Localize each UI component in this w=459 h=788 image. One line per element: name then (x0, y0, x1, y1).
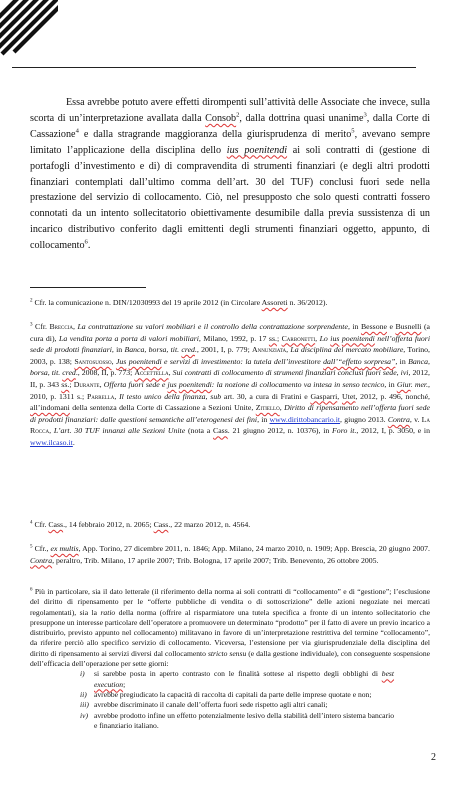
footnote-ref-3[interactable]: 3 (363, 111, 367, 119)
footnote-ref-2[interactable]: 2 (236, 111, 240, 119)
footnote-6-item-iii: iii) avrebbe discriminato il canale dell’offerta fuori sede rispetto agli altri canali; (80, 700, 328, 710)
footnote-4: $^4$ Cfr. Cass., 14 febbraio 2012, n. 2065; Cass., 22 marzo 2012, n. 4564. (30, 519, 251, 529)
diagonal-stripes-logo-icon (0, 0, 58, 60)
footnote-3: $^3$ Cfr. Breccia, La contrattazione su valori mobiliari e il controllo della contrattazione sorprendente, in Bessone e Busnelli (a cura di), La vendita porta a porta di valori mobiliari, Milano, 1992, p. 17 ss.; Carbonetti, Lo ius poenitendi nell’offerta fuori sede di prodotti finanziari, in Banca, borsa, tit. cred., 2001, I, p. 779; Annunziata, La disciplina del mercato mobiliare, Torino, 2003, p. 138; Santosuosso, Jus poenitendi e servizi di investimento: la tutela dell’investitore dall’“effetto sorpresa”, in Banca, borsa, tit. cred., 2008, II, p. 773; Accettella, Sui contratti di collocamento di strumenti finanziari conclusi fuori sede, ivi, 2012, II, p. 343 ss.; Durante, Offerta fuori sede e jus poenitendi: la nozione di collocamento va intesa in senso tecnico, in Giur. mer., 2010, p. 1311 s.; Parrella, Il testo unico della finanza, sub art. 30, a cura di Fratini e Gasparri, Utet, 2012, p. 496, nonché, all’indomani della sentenza della Corte di Cassazione a Sezioni Unite, Zitiello, Diritto di ripensamento nell’offerta fuori sede di prodotti finanziari: dalle questioni semantiche all’eterogenesi dei fini, in www.dirittobancario.it, giugno 2013. Contra, v. La Rocca, L’art. 30 TUF innanzi alle Sezioni Unite (nota a Cass. 21 giugno 2012, n. 10376), in Foro it., 2012, I, p. 3050, e in www.ilcaso.it. (30, 321, 431, 447)
header-rule (12, 67, 416, 68)
link-dirittobancario[interactable]: www.dirittobancario.it (269, 414, 341, 424)
footnote-6: $^6$ Più in particolare, sia il dato letterale (il riferimento della norma ai soli contratti di “collocamento” e di “gestione”; l’esclusione del diritto di ripensamento per le “offerte pubbliche di vendita o di sottoscrizione” delle azioni negoziate nei mercati regolamentati), sia la ratio della norma (offrire al risparmiatore una tutela specifica a fronte di un intento sollecitatorio che presuppone un interesse particolare dell’operatore a promuovere un determinato “prodotto” per il fatto di avere un previo incarico a distribuirlo, previsto appunto nel collocamento) militavano in favore di un’interpretazione restrittiva del termine “collocamento”, da riferire perciò allo specifico servizio di collocamento. Viceversa, l’estensione per via giurisprudenziale della disciplina del diritto di ripensamento ai servizi diversi dal collocamento stricto sensu (e dalla gestione individuale), con conseguente sospensione dell’efficacia dell’operazione per sette giorni: i) si sarebbe posta in aperto contrasto con le finalità sottese al rispetto degli obblighi di best execution; ii) avrebbe pregiudicato la capacità di raccolta di capitali da parte delle imprese quotate e non; iii) avrebbe discriminato il canale dell’offerta fuori sede rispetto agli altri canali; iv) avrebbe prodotto infine un effetto potenzialmente lesivo della stabilità dell’intero sistema bancario e finanziario italiano. (30, 587, 431, 730)
footnote-6-item-i: i) si sarebbe posta in aperto contrasto con le finalità sottese al rispetto degli obblighi di best execution; (80, 669, 394, 689)
link-ilcaso[interactable]: www.ilcaso.it (30, 437, 73, 447)
body-text (30, 95, 430, 254)
footnote-ref-5[interactable]: 5 (351, 127, 355, 135)
footnote-ref-4[interactable]: 4 (75, 127, 79, 135)
footnote-5: $^5$ Cfr., ex multis, App. Torino, 27 dicembre 2011, n. 1846; App. Milano, 24 marzo 2010, n. 1909; App. Brescia, 20 giugno 2007. Contra, peraltro, Trib. Milano, 17 aprile 2007; Trib. Bologna, 17 aprile 2007; Trib. Benevento, 26 ottobre 2005. (30, 543, 431, 565)
page-number: 2 (431, 752, 436, 763)
footnote-2: $^2$ Cfr. la comunicazione n. DIN/12030993 del 19 aprile 2012 (in Circolare Assoreti n. 36/2012). (30, 297, 328, 307)
body-paragraph: Essa avrebbe potuto avere effetti dirompenti sull’attività delle Associate che invece, sulla scorta di un’interpretazione avallata dalla Consob$^2$, dalla dottrina quasi unanime$^3$, dalla Corte di Cassazione$^4$ e dalla stragrande maggioranza della giurisprudenza di merito$^5$, avevano sempre limitato l’applicazione della disciplina dello ius poenitendi ai soli contratti di (gestione di portafogli d’investimento e di) di compravendita di strumenti finanziari (e degli altri prodotti finanziari contemplati dall’ultimo comma dell’art. 30 del TUF) conclusi fuori sede nella prestazione del servizio di collocamento. Ciò, nel presupposto che solo questi contratti fossero connotati da un intento sollecitatorio obiettivamente desumibile dalla previa sussistenza di un incarico distributivo conferito dagli emittenti degli strumenti finanziari oggetto, appunto, di collocamento$^6$. (30, 97, 431, 252)
footnote-ref-6[interactable]: 6 (84, 238, 88, 246)
footnote-separator (30, 287, 146, 288)
footnote-6-item-iv: iv) avrebbe prodotto infine un effetto potenzialmente lesivo della stabilità dell’intero sistema bancario e finanziario italiano. (80, 710, 394, 730)
footnote-6-item-ii: ii) avrebbe pregiudicato la capacità di raccolta di capitali da parte delle imprese quotate e non; (80, 689, 372, 699)
